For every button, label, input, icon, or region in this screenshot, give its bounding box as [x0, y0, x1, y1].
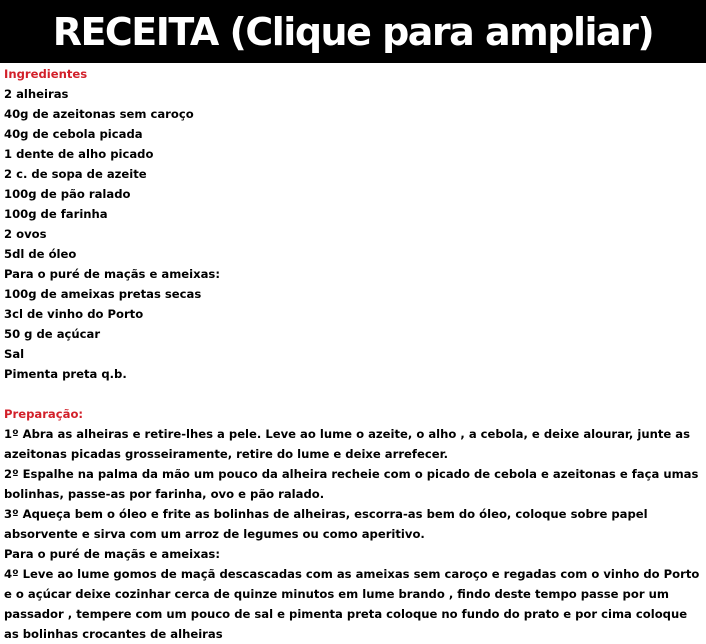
- ingredient-item: 100g de pão ralado: [4, 187, 131, 201]
- ingredient-item: 40g de cebola picada: [4, 127, 143, 141]
- ingredients-list: [4, 84, 702, 384]
- ingredient-item: 40g de azeitonas sem caroço: [4, 107, 194, 121]
- recipe-content: [4, 64, 702, 644]
- preparation-step: 1º Abra as alheiras e retire-lhes a pele. Leve ao lume o azeite, o alho , a cebola, e deixe alourar, junte as azeitonas picadas grosseiramente, retire do lume e deixe arrefecer.: [4, 427, 690, 461]
- ingredient-item: 100g de ameixas pretas secas: [4, 287, 202, 301]
- ingredient-item: 2 alheiras: [4, 87, 69, 101]
- ingredient-item: 1 dente de alho picado: [4, 147, 154, 161]
- ingredient-subheading: Para o puré de maçãs e ameixas:: [4, 267, 220, 281]
- ingredient-item: Pimenta preta q.b.: [4, 367, 127, 381]
- preparation-step: 3º Aqueça bem o óleo e frite as bolinhas de alheiras, escorra-as bem do óleo, coloque sobre papel absorvente e sirva com um arroz de legumes ou como aperitivo.: [4, 507, 648, 541]
- ingredient-item: Sal: [4, 347, 25, 361]
- preparation-step: 4º Leve ao lume gomos de maçã descascadas com as ameixas sem caroço e regadas com o vinho do Porto e o açúcar deixe cozinhar cerca de quinze minutos em lume brando , findo deste tempo passe por um passador , tempere com um pouco de sal e pimenta preta coloque no fundo do prato e por cima coloque as bolinhas crocantes de alheiras: [4, 567, 700, 641]
- ingredient-item: 50 g de açúcar: [4, 327, 101, 341]
- preparation-subheading: Para o puré de maçãs e ameixas:: [4, 547, 220, 561]
- section-spacer: [4, 384, 702, 404]
- title-banner[interactable]: [0, 0, 706, 63]
- ingredient-item: 3cl de vinho do Porto: [4, 307, 144, 321]
- ingredient-item: 5dl de óleo: [4, 247, 77, 261]
- ingredient-item: 2 c. de sopa de azeite: [4, 167, 147, 181]
- ingredient-item: 100g de farinha: [4, 207, 108, 221]
- preparation-steps: [4, 424, 702, 644]
- page-title: RECEITA (Clique para ampliar): [52, 9, 654, 54]
- ingredient-item: 2 ovos: [4, 227, 47, 241]
- ingredients-heading: Ingredientes: [4, 67, 88, 81]
- preparation-step: 2º Espalhe na palma da mão um pouco da alheira recheie com o picado de cebola e azeitonas e faça umas bolinhas, passe-as por farinha, ovo e pão ralado.: [4, 467, 699, 501]
- preparation-heading: Preparação:: [4, 407, 84, 421]
